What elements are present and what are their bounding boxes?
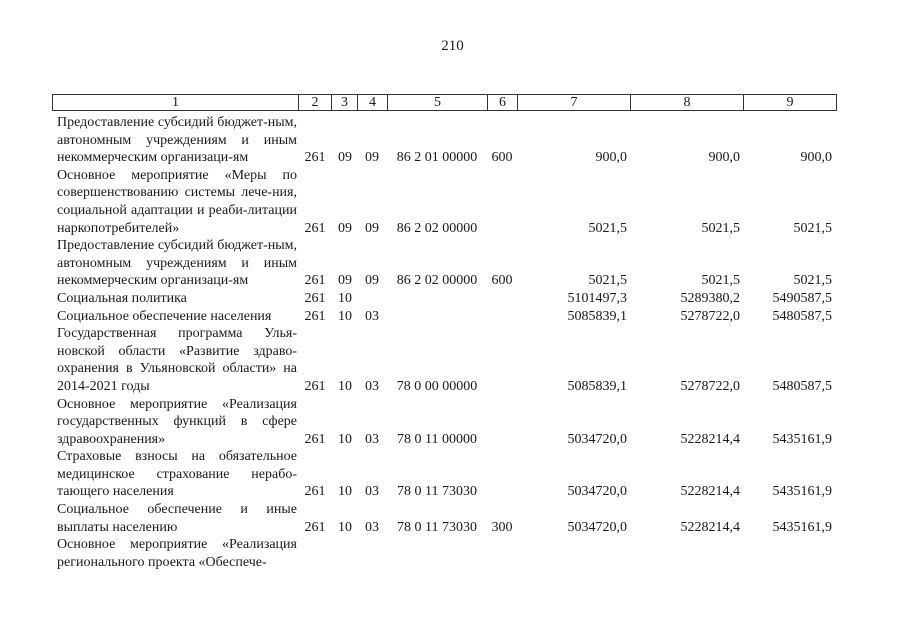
row-ved: 261 — [304, 308, 326, 324]
row-pr: 09 — [365, 273, 379, 289]
row-name: Предоставление субсидий бюджет-ным, автономным учреждениям и иным некоммерческим организаци-ям — [57, 115, 297, 166]
row-pr: 03 — [365, 431, 379, 447]
row-year1: 5021,5 — [588, 273, 627, 289]
row-year3: 5021,5 — [793, 273, 832, 289]
row-rz: 10 — [338, 519, 352, 535]
row-name: Страховые взносы на обязательное медицинское страхование нерабо-тающего населения — [57, 449, 297, 500]
header-col-year3: 9 — [786, 95, 794, 110]
row-csr: 86 2 02 00000 — [396, 273, 478, 289]
row-pr: 09 — [365, 150, 379, 166]
table-row — [57, 114, 832, 167]
row-rz: 09 — [338, 150, 352, 166]
row-rz: 10 — [338, 290, 352, 306]
row-year1: 5085839,1 — [567, 308, 627, 324]
row-name: Социальное обеспечение и иные выплаты населению — [57, 502, 297, 535]
row-csr: 78 0 11 73030 — [397, 519, 477, 535]
row-name: Социальная политика — [57, 290, 187, 306]
row-year2: 5289380,2 — [680, 290, 740, 306]
row-vr: 600 — [491, 273, 513, 289]
row-ved: 261 — [304, 431, 326, 447]
row-year1: 5034720,0 — [567, 431, 627, 447]
header-col-name: 1 — [53, 95, 299, 110]
row-year2: 5278722,0 — [680, 378, 740, 394]
row-year1: 5034720,0 — [567, 519, 627, 535]
table-row — [57, 237, 832, 290]
row-pr: 03 — [365, 484, 379, 500]
row-year2: 5228214,4 — [680, 519, 740, 535]
table-row — [57, 308, 832, 326]
row-year1: 5021,5 — [588, 220, 627, 236]
table-header — [52, 94, 837, 111]
row-year1: 900,0 — [595, 150, 627, 166]
table-row — [57, 501, 832, 536]
row-name: Социальное обеспечение населения — [57, 308, 272, 324]
table-row — [57, 536, 832, 571]
row-ved: 261 — [304, 273, 326, 289]
row-ved: 261 — [304, 150, 326, 166]
header-col-rz: 3 — [332, 95, 358, 110]
row-year2: 900,0 — [708, 150, 740, 166]
header-col-vr: 6 — [488, 95, 518, 110]
row-ved: 261 — [304, 519, 326, 535]
row-name: Предоставление субсидий бюджет-ным, автономным учреждениям и иным некоммерческим организаци-ям — [57, 238, 297, 289]
row-name: Основное мероприятие «Меры по совершенствованию системы лече-ния, социальной адаптации и реаби-литации наркопотребителей» — [57, 167, 297, 236]
row-csr: 78 0 00 00000 — [396, 378, 478, 394]
row-rz: 09 — [338, 273, 352, 289]
row-rz: 10 — [338, 378, 352, 394]
row-year1: 5034720,0 — [567, 484, 627, 500]
row-rz: 10 — [338, 308, 352, 324]
table-body — [57, 114, 832, 571]
row-year3: 5490587,5 — [772, 290, 832, 306]
row-year3: 900,0 — [800, 150, 832, 166]
table-row — [57, 290, 832, 308]
table-row — [57, 448, 832, 501]
row-pr: 03 — [365, 378, 379, 394]
row-year2: 5021,5 — [701, 273, 740, 289]
row-year2: 5228214,4 — [680, 431, 740, 447]
page-number: 210 — [441, 38, 464, 54]
row-pr: 09 — [365, 220, 379, 236]
row-ved: 261 — [304, 378, 326, 394]
row-csr: 78 0 11 00000 — [397, 431, 477, 447]
row-csr: 78 0 11 73030 — [397, 484, 477, 500]
row-csr: 86 2 02 00000 — [396, 220, 478, 236]
row-pr: 03 — [365, 308, 379, 324]
row-name: Основное мероприятие «Реализация государственных функций в сфере здравоохранения» — [57, 396, 297, 447]
row-ved: 261 — [304, 220, 326, 236]
row-vr: 600 — [491, 150, 513, 166]
header-col-year1: 7 — [518, 95, 631, 110]
row-ved: 261 — [304, 484, 326, 500]
header-col-pr: 4 — [358, 95, 388, 110]
table-row — [57, 167, 832, 237]
row-year3: 5021,5 — [793, 220, 832, 236]
header-col-year2: 8 — [631, 95, 744, 110]
header-col-csr: 5 — [388, 95, 488, 110]
row-name: Государственная программа Улья-новской области «Развитие здраво-охранения в Ульяновской области» на 2014-2021 годы — [57, 326, 297, 394]
row-ved: 261 — [304, 290, 326, 306]
row-year3: 5435161,9 — [772, 484, 832, 500]
row-year3: 5480587,5 — [772, 308, 832, 324]
row-year3: 5435161,9 — [772, 431, 832, 447]
row-pr: 03 — [365, 519, 379, 535]
row-year3: 5435161,9 — [772, 519, 832, 535]
header-col-ved: 2 — [299, 95, 332, 110]
row-year1: 5101497,3 — [567, 290, 627, 306]
row-year2: 5021,5 — [701, 220, 740, 236]
row-name: Основное мероприятие «Реализация регионального проекта «Обеспече- — [57, 537, 297, 570]
row-year2: 5278722,0 — [680, 308, 740, 324]
row-rz: 10 — [338, 431, 352, 447]
row-rz: 10 — [338, 484, 352, 500]
table-row — [57, 396, 832, 449]
table-row — [57, 325, 832, 395]
row-year3: 5480587,5 — [772, 378, 832, 394]
row-year2: 5228214,4 — [680, 484, 740, 500]
row-rz: 09 — [338, 220, 352, 236]
row-year1: 5085839,1 — [567, 378, 627, 394]
row-csr: 86 2 01 00000 — [396, 150, 478, 166]
row-vr: 300 — [491, 519, 513, 535]
